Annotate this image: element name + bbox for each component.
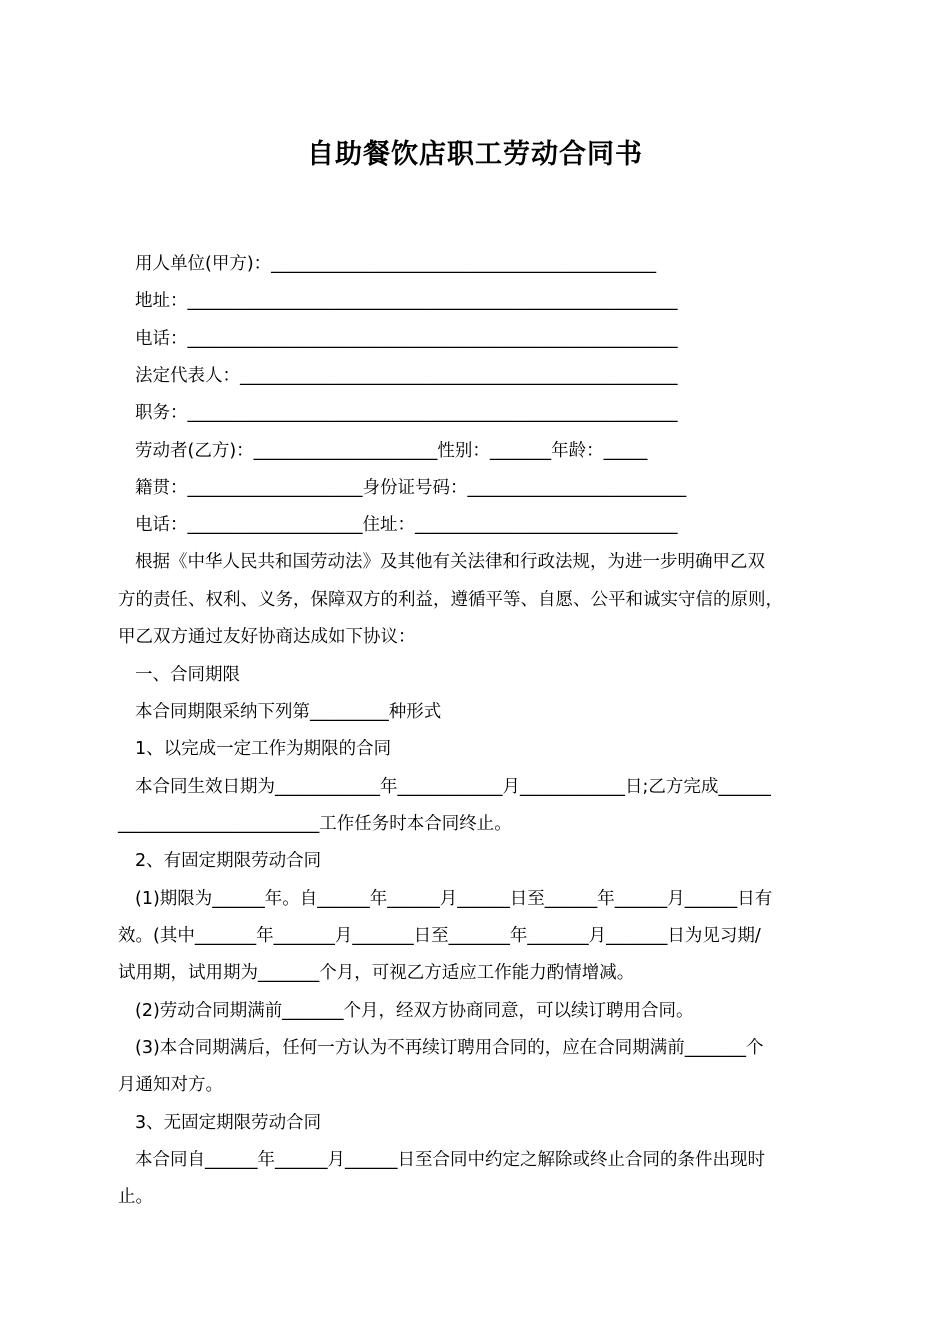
term-form-line: 本合同期限采纳下列第_________种形式 <box>135 702 442 722</box>
position-field: 职务：________________________________________________________ <box>135 403 678 423</box>
preamble-line-1: 根据《中华人民共和国劳动法》及其他有关法律和行政法规，为进一步明确甲乙双 <box>135 552 765 572</box>
employer-address-field: 地址：________________________________________________________ <box>135 291 678 311</box>
clause-2-item-1-line-1: (1)期限为______年。自______年______月______日至______年______月______日有 <box>135 889 773 909</box>
clause-2-item-1-line-3: 试用期，试用期为_______个月，可视乙方适应工作能力酌情增减。 <box>118 963 635 983</box>
employer-phone-field: 电话：________________________________________________________ <box>135 329 678 349</box>
preamble-line-3: 甲乙双方通过友好协商达成如下协议： <box>118 627 416 647</box>
hometown-id-field: 籍贯：____________________身份证号码：_________________________ <box>135 478 687 498</box>
clause-2-item-2: (2)劳动合同期满前_______个月，经双方协商同意，可以续订聘用合同。 <box>135 1001 694 1021</box>
section-heading-term: 一、合同期限 <box>135 665 240 685</box>
document-title: 自助餐饮店职工劳动合同书 <box>307 139 643 170</box>
preamble-line-2: 方的责任、权利、义务，保障双方的利益，遵循平等、自愿、公平和诚实守信的原则， <box>118 590 783 610</box>
clause-1-heading: 1、以完成一定工作为期限的合同 <box>135 739 392 759</box>
clause-2-item-3-line-2: 月通知对方。 <box>118 1075 223 1095</box>
clause-3-line-2: 止。 <box>118 1187 153 1207</box>
clause-2-item-1-line-2: 效。(其中_______年_______月_______日至_______年_______月_______日为见习期/ <box>118 926 761 946</box>
clause-1-line-1: 本合同生效日期为____________年____________月____________日;乙方完成______ <box>135 777 771 797</box>
employee-phone-address-field: 电话：____________________住址：______________________________ <box>135 515 678 535</box>
clause-3-line-1: 本合同自______年______月______日至合同中约定之解除或终止合同的条件出现时 <box>135 1150 765 1170</box>
legal-representative-field: 法定代表人：__________________________________________________ <box>135 366 678 386</box>
clause-2-heading: 2、有固定期限劳动合同 <box>135 851 322 871</box>
clause-1-line-2: _______________________工作任务时本合同终止。 <box>118 814 512 834</box>
employer-name-field: 用人单位(甲方)：____________________________________________ <box>135 254 657 274</box>
employee-info-field: 劳动者(乙方)：_____________________性别：_______年龄：_____ <box>135 441 648 461</box>
clause-2-item-3-line-1: (3)本合同期满后，任何一方认为不再续订聘用合同的，应在合同期满前_______个 <box>135 1038 764 1058</box>
clause-3-heading: 3、无固定期限劳动合同 <box>135 1113 322 1133</box>
